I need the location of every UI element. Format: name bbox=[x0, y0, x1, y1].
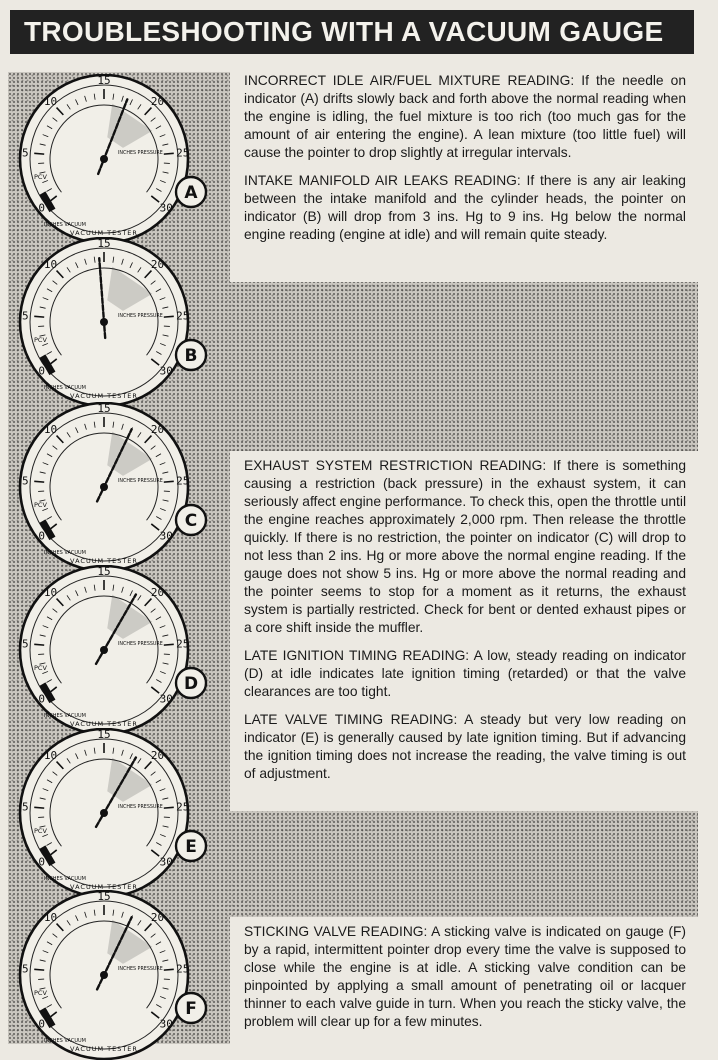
gauge-scale-number: 20 bbox=[151, 423, 164, 436]
gauge-scale-number: 15 bbox=[97, 890, 110, 903]
vacuum-note: INCHES VACUUM bbox=[44, 222, 86, 228]
gauge-tick bbox=[164, 481, 174, 482]
gauge-tick bbox=[34, 807, 44, 808]
gauge-scale-number: 30 bbox=[160, 530, 173, 543]
gauge-tick bbox=[34, 316, 44, 317]
gauge-scale-number: 0 bbox=[38, 693, 45, 706]
gauge-scale-number: 5 bbox=[22, 310, 29, 323]
vacuum-note: INCHES VACUUM bbox=[44, 550, 86, 556]
section-intake-leaks: INTAKE MANIFOLD AIR LEAKS READING: If there is any air leaking between the intake manifold and the cylinder heads, the pointer on indicator (B) will drop from 3 ins. Hg to 9 ins. Hg below the normal engine reading (engine at idle) and will remain quite steady. bbox=[244, 172, 686, 244]
gauge-scale-number: 0 bbox=[38, 530, 45, 543]
pcv-label: PCV bbox=[34, 336, 47, 344]
gauge-scale-number: 20 bbox=[151, 95, 164, 108]
gauge-scale-number: 5 bbox=[22, 801, 29, 814]
gauge-scale-number: 15 bbox=[97, 402, 110, 415]
vacuum-gauge-dial bbox=[14, 728, 214, 898]
pcv-label: PCV bbox=[34, 664, 47, 672]
gauge-tick bbox=[164, 807, 174, 808]
pcv-label: PCV bbox=[34, 989, 47, 997]
gauge-scale-number: 20 bbox=[151, 586, 164, 599]
gauge-tick bbox=[164, 316, 174, 317]
gauge-f bbox=[14, 890, 214, 1060]
gauge-scale-number: 20 bbox=[151, 911, 164, 924]
gauge-scale-number: 10 bbox=[44, 95, 57, 108]
vacuum-note: INCHES VACUUM bbox=[44, 713, 86, 719]
gauge-scale-number: 25 bbox=[176, 963, 189, 976]
section-idle-mixture: INCORRECT IDLE AIR/FUEL MIXTURE READING: If the needle on indicator (A) drifts slowly back and forth above the normal reading when the engine is idling, the fuel mixture is too rich (too much gas for the amount of air entering the engine). A lean mixture (too little fuel) will cause the pointer to drop slightly at irregular intervals. bbox=[244, 72, 686, 162]
gauge-pivot bbox=[100, 483, 108, 491]
vacuum-gauge-dial bbox=[14, 402, 214, 572]
gauge-scale-number: 20 bbox=[151, 258, 164, 271]
gauge-scale-number: 30 bbox=[160, 856, 173, 869]
gauge-scale-number: 15 bbox=[97, 565, 110, 578]
gauge-scale-number: 30 bbox=[160, 202, 173, 215]
pcv-label: PCV bbox=[34, 501, 47, 509]
section-sticking-valve: STICKING VALVE READING: A sticking valve is indicated on gauge (F) by a rapid, intermittent pointer drop every time the valve is supposed to close while the engine is at idle. A sticking valve condition can be pinpointed by applying a small amount of penetrating oil or lacquer thinner to each valve guide in turn. When you reach the sticky valve, the problem will clear up for a few minutes. bbox=[244, 923, 686, 1031]
gauge-scale-number: 10 bbox=[44, 749, 57, 762]
gauge-scale-number: 25 bbox=[176, 638, 189, 651]
gauge-scale-number: 15 bbox=[97, 237, 110, 250]
gauge-scale-number: 10 bbox=[44, 586, 57, 599]
gauge-scale-number: 30 bbox=[160, 1018, 173, 1031]
gauge-tick bbox=[34, 153, 44, 154]
gauge-scale-number: 30 bbox=[160, 365, 173, 378]
gauge-scale-number: 5 bbox=[22, 147, 29, 160]
gauge-letter: E bbox=[185, 837, 197, 857]
section-late-valve: LATE VALVE TIMING READING: A steady but very low reading on indicator (E) is generally caused by late ignition timing. But if advancing the ignition timing does not increase the reading, the valve timing is out of adjustment. bbox=[244, 711, 686, 783]
section-late-ignition: LATE IGNITION TIMING READING: A low, steady reading on indicator (D) at idle indicates late ignition timing (retarded) or that the valve clearances are too tight. bbox=[244, 647, 686, 701]
gauge-b bbox=[14, 237, 214, 407]
gauge-tick bbox=[34, 481, 44, 482]
gauge-scale-number: 0 bbox=[38, 856, 45, 869]
gauge-scale-number: 15 bbox=[97, 728, 110, 741]
gauge-scale-number: 30 bbox=[160, 693, 173, 706]
pcv-label: PCV bbox=[34, 173, 47, 181]
gauge-scale-number: 0 bbox=[38, 202, 45, 215]
gauge-scale-number: 25 bbox=[176, 310, 189, 323]
gauge-caption: VACUUM TESTER bbox=[70, 229, 138, 237]
gauge-scale-number: 25 bbox=[176, 475, 189, 488]
gauge-caption: VACUUM TESTER bbox=[70, 392, 138, 400]
gauge-caption: VACUUM TESTER bbox=[70, 720, 138, 728]
gauge-scale-number: 25 bbox=[176, 147, 189, 160]
gauge-tick bbox=[164, 969, 174, 970]
text-block-2 bbox=[230, 451, 698, 811]
page-title: TROUBLESHOOTING WITH A VACUUM GAUGE bbox=[10, 10, 694, 54]
section-exhaust-restriction: EXHAUST SYSTEM RESTRICTION READING: If there is something causing a restriction (back pressure) in the exhaust system, it can seriously affect engine performance. To check this, open the throttle until the engine reaches approximately 2,000 rpm. Then release the throttle quickly. If there is no restriction, the pointer on indicator (C) will drop to not less than 2 ins. Hg or more above the normal engine reading. If the gauge does not show 5 ins. Hg or more above the normal reading and the pointer seems to stop for a moment as it returns, the exhaust system is partially restricted. Check for bent or dented exhaust pipes or a core shift inside the muffler. bbox=[244, 457, 686, 637]
pressure-note: INCHES PRESSURE bbox=[118, 804, 163, 810]
gauge-pivot bbox=[100, 971, 108, 979]
gauge-pivot bbox=[100, 318, 108, 326]
vacuum-note: INCHES VACUUM bbox=[44, 1038, 86, 1044]
gauge-letter: C bbox=[185, 511, 197, 531]
gauge-letter: F bbox=[185, 999, 197, 1019]
pressure-note: INCHES PRESSURE bbox=[118, 478, 163, 484]
gauge-scale-number: 15 bbox=[97, 74, 110, 87]
gauge-letter: A bbox=[184, 183, 198, 203]
gauge-a bbox=[14, 74, 214, 244]
gauge-d bbox=[14, 565, 214, 735]
gauge-scale-number: 20 bbox=[151, 749, 164, 762]
pressure-note: INCHES PRESSURE bbox=[118, 313, 163, 319]
vacuum-gauge-dial bbox=[14, 565, 214, 735]
vacuum-gauge-dial bbox=[14, 237, 214, 407]
gauge-tick bbox=[34, 969, 44, 970]
gauge-pivot bbox=[100, 809, 108, 817]
gauge-scale-number: 0 bbox=[38, 365, 45, 378]
gauge-scale-number: 5 bbox=[22, 963, 29, 976]
pcv-label: PCV bbox=[34, 827, 47, 835]
gauge-pivot bbox=[100, 646, 108, 654]
gauge-c bbox=[14, 402, 214, 572]
gauge-scale-number: 10 bbox=[44, 258, 57, 271]
gauge-caption: VACUUM TESTER bbox=[70, 557, 138, 565]
gauge-tick bbox=[34, 644, 44, 645]
gauge-scale-number: 25 bbox=[176, 801, 189, 814]
pressure-note: INCHES PRESSURE bbox=[118, 150, 163, 156]
vacuum-gauge-dial bbox=[14, 74, 214, 244]
gauge-letter: B bbox=[185, 346, 198, 366]
gauge-caption: VACUUM TESTER bbox=[70, 883, 138, 891]
gauge-tick bbox=[164, 644, 174, 645]
vacuum-gauge-dial bbox=[14, 890, 214, 1060]
gauge-scale-number: 10 bbox=[44, 911, 57, 924]
gauge-caption: VACUUM TESTER bbox=[70, 1045, 138, 1053]
vacuum-note: INCHES VACUUM bbox=[44, 876, 86, 882]
gauge-tick bbox=[164, 153, 174, 154]
text-block-3 bbox=[230, 917, 698, 1047]
gauge-letter: D bbox=[184, 674, 198, 694]
gauge-scale-number: 5 bbox=[22, 638, 29, 651]
vacuum-note: INCHES VACUUM bbox=[44, 385, 86, 391]
gauge-scale-number: 10 bbox=[44, 423, 57, 436]
pressure-note: INCHES PRESSURE bbox=[118, 966, 163, 972]
gauge-pivot bbox=[100, 155, 108, 163]
gauge-scale-number: 0 bbox=[38, 1018, 45, 1031]
gauge-scale-number: 5 bbox=[22, 475, 29, 488]
gauge-e bbox=[14, 728, 214, 898]
text-block-1 bbox=[230, 72, 698, 282]
pressure-note: INCHES PRESSURE bbox=[118, 641, 163, 647]
